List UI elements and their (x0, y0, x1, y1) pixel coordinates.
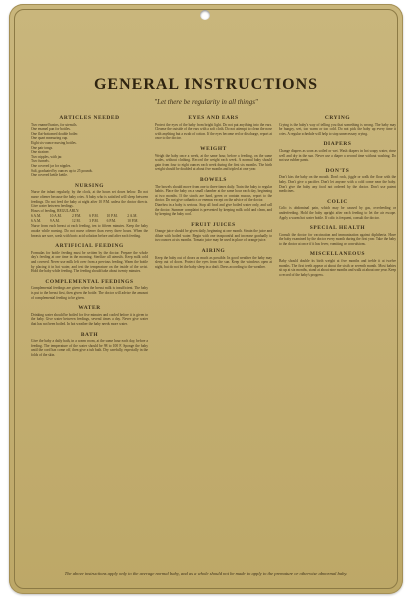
article-item: One covered kettle kettle. (31, 173, 68, 178)
table-cell: 10 P.M. (127, 218, 139, 223)
section-heading-bowels: BOWELS (200, 176, 227, 183)
fruit-juices-text: Orange juice should be given daily, beginning at one month. Strain the juice and dilute with boiled water. Begin with one teaspoonful and increase gradually to two ounces at six months. Tomato juice may be used in place of orange juice. (155, 229, 272, 243)
article-item: One flat-bottomed double boiler. (31, 131, 79, 136)
section-heading-crying: CRYING (324, 115, 351, 121)
nursing-hours-table (31, 214, 148, 223)
section-heading-miscellaneous: MISCELLANEOUS (309, 251, 366, 258)
table-cell: 9 A.M. (49, 218, 60, 223)
article-item: One enamel pan for bottles. (31, 127, 71, 132)
hanging-hole (200, 10, 210, 20)
section-heading-water: WATER (78, 305, 101, 312)
crying-text: Crying is the baby's way of telling you that something is wrong. The baby may be hungry, wet, too warm or too cold. Do not pick the baby up every time it cries. A regular schedule will help to stop unnecessary crying. (279, 122, 396, 136)
water-text: Drinking water should be boiled for five minutes and cooled before it is given to the baby. Give water between feedings, several times a day. Never give water that has not been boiled. In hot weather the baby needs more water. (31, 312, 148, 326)
bath-text: Give the baby a daily bath, in a warm room, at the same hour each day, before a feeding. The temperature of the water should be 98 to 100 F. Sponge the baby until the cord has come off, then give a tub bath. Dry carefully, especially in the folds of the skin. (31, 339, 148, 357)
article-item: Salt, graduated by ounces up to 25 pounds. (31, 168, 93, 173)
table-cell: 2 P.M. (71, 214, 82, 219)
footer-note: The above instructions apply only to the average normal baby, and as a whole should not be made to apply to the premature or otherwise abnormal baby. (64, 571, 348, 576)
section-heading-articles: ARTICLES NEEDED (59, 115, 120, 121)
article-item: One strainer. (31, 150, 50, 155)
nursing-hours-intro: Hours of feeding, REGULARLY: (31, 208, 80, 213)
section-heading-artificial-feeding: ARTIFICIAL FEEDING (55, 243, 124, 250)
section-heading-complemental: COMPLEMENTAL FEEDINGS (45, 278, 134, 285)
special-health-text: Consult the doctor for vaccination and immunization against diphtheria. Have the baby examined by the doctor every month during the first year. Take the baby to the doctor at once if it has fever, vomiting or convulsions. (279, 232, 396, 246)
section-heading-colic: COLIC (327, 198, 348, 205)
table-cell: 6 A.M. (31, 214, 42, 219)
section-heading-diapers: DIAPERS (323, 141, 352, 148)
column-left (31, 116, 148, 358)
section-heading-weight: WEIGHT (200, 145, 227, 152)
article-item: One pair tongs. (31, 145, 54, 150)
article-item: One covered jar for nipples. (31, 163, 72, 168)
page-title: GENERAL INSTRUCTIONS (93, 76, 319, 93)
section-heading-nursing: NURSING (74, 182, 105, 189)
column-middle (155, 116, 272, 269)
section-heading-fruit-juices: FRUIT JUICES (191, 221, 236, 228)
table-cell: 10 A.M. (49, 214, 62, 219)
airing-text: Keep the baby out of doors as much as possible. In good weather the baby may sleep out of doors. Protect the eyes from the sun. Keep the windows open at night, but do not let the baby sleep in a draft. Dress according to the weather. (155, 255, 272, 269)
colic-text: Colic is abdominal pain, which may be caused by gas, overfeeding or underfeeding. Hold the baby upright after each feeding to let the air escape. Apply a warm hot water bottle. If colic is frequent, consult the doctor. (279, 206, 396, 220)
table-cell: 12 M. (71, 218, 81, 223)
table-cell: 3 P.M. (89, 218, 99, 223)
miscellaneous-text: Baby should double its birth weight at five months and treble it at twelve months. The first teeth appear at about the sixth or seventh month. Most babies sit up at six months, stand at about nine months and walk at about one year. Keep a record of the baby's progress. (279, 259, 396, 277)
bowels-text: The bowels should move from one to three times daily. Train the baby to regular habits. Place the baby on a small chamber at the same hour each day, beginning at two months. If the stools are hard, green or contain mucus, report to the doctor. Do not give cathartics or enemas except on the advice of the doctor. (155, 184, 272, 203)
article-item: Two funnels. (31, 159, 50, 164)
table-cell: 2 A.M. (127, 214, 138, 219)
nursing-after-text: Nurse from each breast at each feeding, ten to fifteen minutes. Keep the baby awake while nursing. Do not nurse oftener than every three hours. When the breasts are sore, wash with boric acid solution before and after each feeding. (31, 224, 148, 238)
article-item: Two enamel basins, for utensils. (31, 122, 78, 127)
table-cell: 6 P.M. (89, 214, 99, 219)
section-heading-eyes-ears: EYES AND EARS (188, 115, 239, 121)
instruction-board (9, 4, 403, 594)
table-cell: 6 A.M. (31, 218, 42, 223)
section-heading-airing: AIRING (201, 248, 226, 255)
diapers-text: Change diapers as soon as soiled or wet. Wash diapers in hot soapy water, rinse well and dry in the sun. Never use a diaper a second time without washing. Do not use rubber pants. (279, 148, 396, 163)
eyes-ears-text: Protect the eyes of the baby from bright light. Do not put anything into the ears. Cleanse the outside of the ears with a soft cloth. Do not attempt to clean the nose with anything but a swab of cotton. If the eyes become red or discharge, report at once to the doctor. (155, 122, 272, 141)
article-item: Two nipples, with jar. (31, 154, 63, 159)
nursing-text: Nurse the infant regularly, by the clock, at the hours set down below. Do not nurse oftener because the baby cries. A baby who is satisfied will sleep between feedings. Do not feed the baby at night after 10 P.M. unless the doctor directs. Give water between feedings. (31, 190, 148, 209)
section-heading-donts: DON'TS (325, 167, 350, 174)
complemental-text: Complemental feedings are given when the breast milk is insufficient. The baby is put to the breast first, then given the bottle. The doctor will advise the amount of complemental feeding to be given. (31, 286, 148, 300)
donts-text: Don't kiss the baby on the mouth. Don't rock, jiggle or walk the floor with the baby. Don't give a pacifier. Don't let anyone with a cold come near the baby. Don't give the baby any food not ordered by the doctor. Don't use patent medicines. (279, 175, 396, 194)
artificial-feeding-text: Formulas for bottle feeding must be written by the doctor. Prepare the whole day's feeding at one time in the morning. Sterilize all utensils. Keep milk cold and covered. Never use milk left over from a previous feeding. Warm the bottle by placing it in hot water, and test the temperature on the inside of the wrist. Hold the baby while feeding. The feeding should take about twenty minutes. (31, 250, 148, 274)
section-heading-special-health: SPECIAL HEALTH (309, 225, 366, 232)
article-item: One quart measuring cup. (31, 136, 69, 141)
column-right (279, 116, 396, 277)
article-item: Eight six-ounce nursing bottles. (31, 140, 77, 145)
section-heading-bath: BATH (80, 331, 99, 338)
page-subtitle: "Let there be regularity in all things" (154, 98, 258, 106)
table-row (31, 219, 148, 224)
bowels-text-2: Diarrhea in a baby is serious. Stop all food and give boiled water only, and call the doctor. Summer complaint is prevented by keeping milk cold and clean, and by keeping the baby cool. (155, 202, 272, 217)
table-cell: 10 P.M. (106, 214, 118, 219)
table-cell: 6 P.M. (106, 218, 116, 223)
weight-text: Weigh the baby once a week, at the same hour, before a feeding, on the same scales, without clothing. Record the weight each week. A normal baby should gain from four to eight ounces each week during the first six months. The birth weight should be doubled at about five months and tripled at one year. (155, 153, 272, 172)
